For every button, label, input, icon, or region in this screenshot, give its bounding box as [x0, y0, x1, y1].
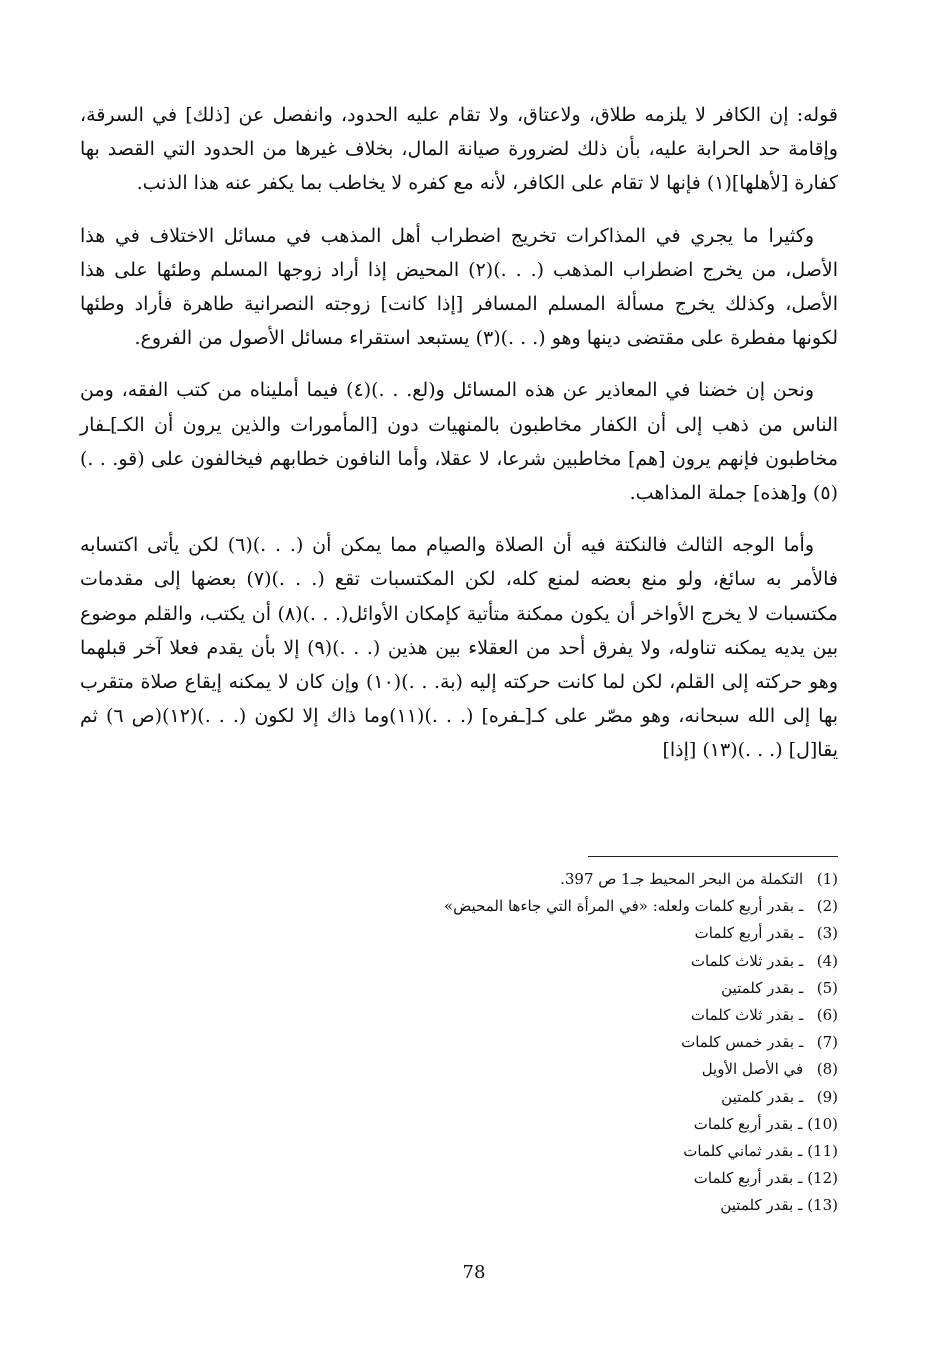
footnote-text: ـ بقدر أربع كلمات ولعله: «في المرأة التي جاءها المحيض» — [444, 897, 804, 916]
footnote-divider — [588, 856, 838, 857]
footnote-text: ـ بقدر أربع كلمات — [693, 1169, 803, 1188]
footnote-number: (3) — [816, 924, 838, 943]
paragraph-4: وأما الوجه الثالث فالنكتة فيه أن الصلاة والصيام مما يمكن أن (. . .)(٦) لكن يأتى اكتسابه فالأمر به سائغ، ولو منع بعضه لمنع كله، لكن المكتسبات تقع (. . .)(٧) بعضها إلى مقدمات مكتسبات لا يخرج الأواخر أن يكون ممكنة متأتية كإمكان الأوائل(. . .)(٨) أن يكتب، والقلم موضوع بين يديه يمكنه تناوله، ولا يفرق أحد من العقلاء بين هذين (. . .)(٩) إلا بأن يقدم فعلا آخر قبلهما وهو حركته إلى القلم، لكن لما كانت حركته إليه (بة. . .)(١٠) وإن كان لا يمكنه إيقاع صلاة متقرب بها إلى الله سبحانه، وهو مصّر على كـ[ـفره] (. . .)(١١)وما ذاك إلا لكون (. . .)(١٢)(ص ٦) ثم يقا[ل] (. . .)(١٣) [إذا] — [80, 534, 839, 762]
footnote-9 — [138, 1084, 838, 1111]
footnote-text: ـ بقدر ثلاث كلمات — [690, 951, 804, 970]
paragraph-1: قوله: إن الكافر لا يلزمه طلاق، ولاعتاق، ولا تقام عليه الحدود، وانفصل عن [ذلك] في السرقة، وإقامة حد الحرابة عليه، بأن ذلك لضرورة صيانة المال، بخلاف غيرها من الحدود التي القصد بها كفارة [لأهلها](١) فإنها لا تقام على الكافر، لأنه مع كفره لا يخاطب بما يكفر عنه هذا الذنب. — [80, 104, 838, 195]
page-number: 78 — [462, 1262, 486, 1283]
footnote-number: (4) — [816, 951, 838, 970]
footnote-text: ـ بقدر أربع كلمات — [693, 1114, 803, 1133]
footnote-6 — [138, 1002, 838, 1029]
footnote-10 — [138, 1111, 838, 1138]
paragraph-3: ونحن إن خضنا في المعاذير عن هذه المسائل و(لع. . .)(٤) فيما أمليناه من كتب الفقه، ومن الناس من ذهب إلى أن الكفار مخاطبون بالمنهيات دون [المأمورات والذين يرون أن الكـ]ـفار مخاطبون فإنهم يرون [هم] مخاطبين شرعا، لا عقلا، وأما النافون خطابهم فيخالفون على (قو. . .) (٥) و[هذه] جملة المذاهب. — [80, 379, 838, 505]
footnote-number: (11) — [807, 1142, 838, 1161]
footnote-number: (7) — [816, 1033, 838, 1052]
footnote-7 — [138, 1029, 838, 1056]
footnote-text: ـ بقدر ثماني كلمات — [683, 1142, 803, 1161]
footnote-number: (13) — [807, 1196, 838, 1215]
footnote-1 — [138, 866, 838, 893]
footnote-number: (5) — [816, 978, 838, 997]
footnote-8 — [138, 1056, 838, 1083]
footnote-number: (12) — [807, 1169, 838, 1188]
footnote-text: التكملة من البحر المحيط جـ1 ص 397. — [560, 870, 804, 888]
footnote-4 — [138, 948, 838, 975]
footnote-12 — [138, 1165, 838, 1192]
footnote-text: ـ بقدر كلمتين — [721, 1087, 804, 1106]
footnote-text: ـ بقدر ثلاث كلمات — [690, 1006, 804, 1025]
footnote-number: (2) — [816, 897, 838, 916]
footnote-number: (8) — [816, 1060, 838, 1079]
footnote-number: (6) — [816, 1006, 838, 1025]
footnote-number: (10) — [807, 1114, 838, 1133]
footnote-13 — [138, 1192, 838, 1219]
footnote-text: ـ بقدر خمس كلمات — [681, 1033, 804, 1052]
footnote-text: في الأصل الأويل — [701, 1060, 804, 1079]
footnote-text: ـ بقدر كلمتين — [721, 978, 804, 997]
main-text — [80, 98, 838, 768]
paragraph-2: وكثيرا ما يجري في المذاكرات تخريج اضطراب أهل المذهب في مسائل الاختلاف في هذا الأصل، من يخرج اضطراب المذهب (. . .)(٢) المحيض إذا أراد زوجها المسلم وطئها على هذا الأصل، وكذلك يخرج مسألة المسلم المسافر [إذا كانت] زوجته النصرانية طاهرة فأراد وطئها لكونها مفطرة على مقتضى دينها وهو (. . .)(٣) يستبعد استقراء مسائل الأصول من الفروع. — [80, 224, 838, 350]
footnote-3 — [138, 920, 838, 947]
footnote-5 — [138, 975, 838, 1002]
footnote-text: ـ بقدر أربع كلمات — [694, 924, 804, 943]
footnote-number: (1) — [816, 870, 838, 888]
footnotes-list — [138, 866, 838, 1220]
footnote-number: (9) — [816, 1087, 838, 1106]
footnote-11 — [138, 1138, 838, 1165]
footnote-text: ـ بقدر كلمتين — [720, 1196, 803, 1215]
footnote-2 — [138, 893, 838, 920]
